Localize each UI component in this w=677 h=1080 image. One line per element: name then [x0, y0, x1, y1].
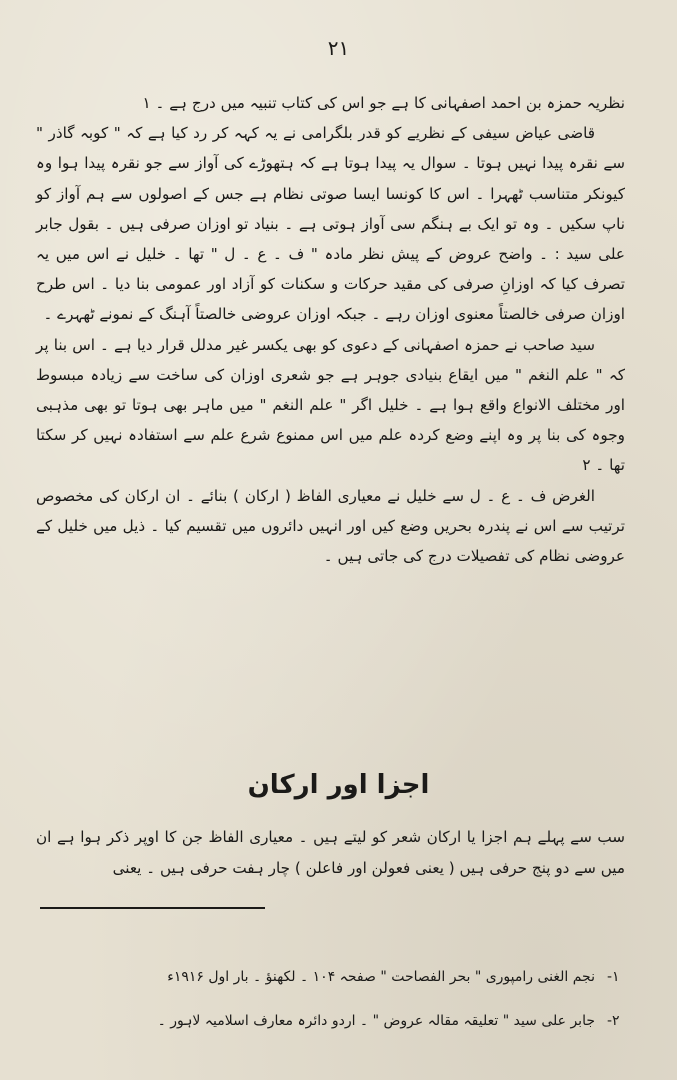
footnote-number: -۲ — [607, 1013, 620, 1029]
footnote-number: -۱ — [607, 969, 620, 985]
section-heading: اجزا اور ارکان — [247, 770, 430, 800]
footnote-text: نجم الغنی رامپوری " بحر الفصاحت " صفحہ ۱۰۴ ۔ لکھنؤ ۔ بار اول ۱۹۱۶ء — [167, 969, 595, 985]
paragraph: سید صاحب نے حمزہ اصفہانی کے دعوی کو بھی یکسر غیر مدلل قرار دیا ہے ۔ اس بنا پر کہ " علم النغم " میں ایقاع بنیادی جوہر ہے جو شعری اوزان کی ساخت سے زیادہ مبسوط اور مختلف الانواع واقع ہوا ہے ۔ خلیل اگر " علم النغم " میں ماہر بھی ہوتا تو بھی مذہبی وجوہ کی بنا پر وہ اپنے وضع کردہ علم میں اس ممنوع شرع علم سے استفادہ نہیں کر سکتا تھا ۔ ٢ — [36, 335, 625, 475]
paragraph: قاضی عیاض سیفی کے نظریے کو قدر بلگرامی نے یہ کہہ کر رد کیا ہے کہ " کوبہ گاذر " سے نقرہ پیدا نہیں ہوتا ۔ سوال یہ پیدا ہوتا ہے کہ ہتھوڑے کی آواز سے جو نقرہ پیدا ہوا وہ کیونکر متناسب ٹھہرا ۔ اس کا کونسا ایسا صوتی نظام ہے جس کے اصولوں سے ہم آواز کو ناپ سکیں ۔ وہ تو ایک بے ہنگم سی آواز ہوتی ہے ۔ بنیاد تو اوزان صرفی ہیں ۔ بقول جابر علی سید : ۔ واضح عروض کے پیش نظر مادہ " ف ۔ ع ۔ ل " تھا ۔ خلیل نے اس میں یہ تصرف کیا کہ اوزانِ صرفی کی مقید حرکات و سکنات کو آزاد اور عمومی بنا دیا ۔ اس طرح اوزان صرفی خالصتاً معنوی اوزان رہے ۔ جبکہ اوزان عروضی خالصتاً آہنگ کے نمونے ٹھہرے ۔ — [36, 124, 625, 324]
paragraph: نظریہ حمزہ بن احمد اصفہانی کا ہے جو اس کی کتاب تنبیہ میں درج ہے ۔ ١ — [142, 94, 625, 112]
page-number: ۲۱ — [327, 36, 350, 60]
footnote — [120, 999, 625, 1043]
body-text — [36, 88, 625, 571]
footnote-text: جابر علی سید " تعلیقہ مقالہ عروض " ۔ اردو دائرہ معارف اسلامیہ لاہور ۔ — [157, 1013, 595, 1029]
paragraph: الغرض ف ۔ ع ۔ ل سے خلیل نے معیاری الفاظ ( ارکان ) بنائے ۔ ان ارکان کی مخصوص ترتیب سے اس نے پندرہ بحریں وضع کیں اور انہیں دائروں میں تقسیم کیا ۔ ذیل میں خلیل کے عروضی نظام کی تفصیلات درج کی جاتی ہیں ۔ — [36, 486, 625, 566]
footnotes — [120, 955, 625, 1043]
footnote-divider — [40, 907, 265, 909]
section-paragraph: سب سے پہلے ہم اجزا یا ارکان شعر کو لیتے ہیں ۔ معیاری الفاظ جن کا اوپر ذکر ہوا ہے ان میں سے دو پنج حرفی ہیں ( یعنی فعولن اور فاعلن ) چار ہفت حرفی ہیں ۔ یعنی — [36, 828, 625, 877]
footnote — [120, 955, 625, 999]
section-text — [36, 822, 625, 884]
